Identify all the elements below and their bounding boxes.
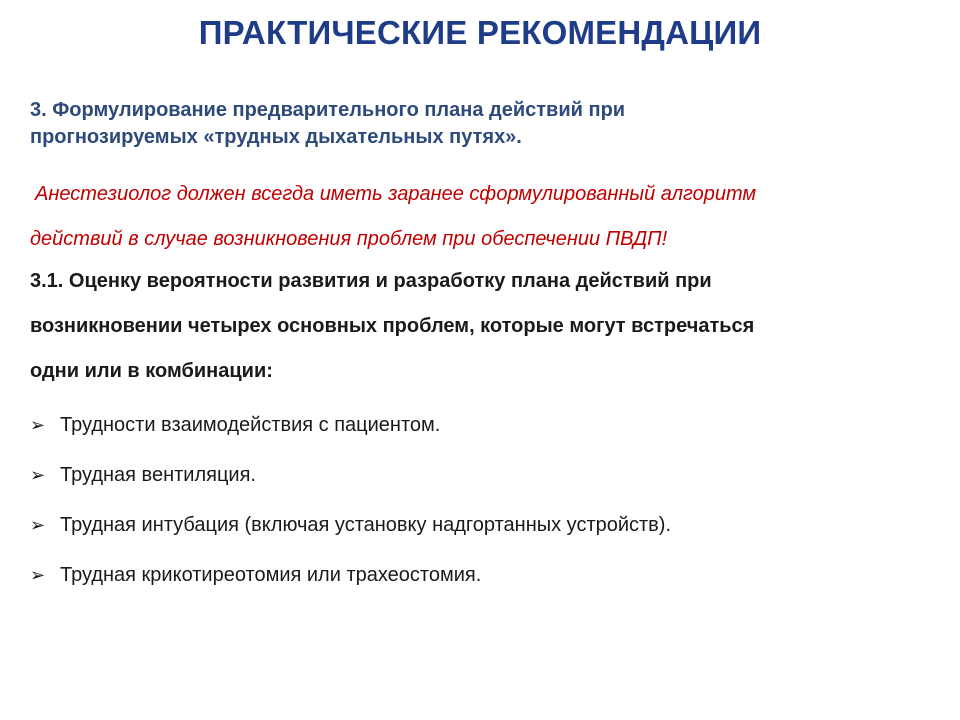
subsection-heading <box>30 259 940 394</box>
list-item <box>30 450 930 500</box>
list-item <box>30 500 930 550</box>
list-item-text: Трудная крикотиреотомия или трахеостомия. <box>60 563 482 586</box>
subsection-line: возникновении четырех основных проблем, которые могут встречаться <box>30 315 755 337</box>
arrow-bullet-icon: ➢ <box>30 564 46 585</box>
warning-line: Анестезиолог должен всегда иметь заранее сформулированный алгоритм <box>35 183 757 205</box>
slide-title: ПРАКТИЧЕСКИЕ РЕКОМЕНДАЦИИ <box>198 14 762 51</box>
warning-note <box>30 172 940 262</box>
warning-line: действий в случае возникновения проблем при обеспечении ПВДП! <box>30 228 668 250</box>
subsection-line: одни или в комбинации: <box>30 360 273 382</box>
section-heading <box>30 97 930 151</box>
arrow-bullet-icon: ➢ <box>30 414 46 435</box>
list-item-text: Трудная вентиляция. <box>60 463 256 486</box>
subsection-line: 3.1. Оценку вероятности развития и разработку плана действий при <box>30 270 712 292</box>
arrow-bullet-icon: ➢ <box>30 514 46 535</box>
problem-list <box>30 400 930 600</box>
list-item-text: Трудная интубация (включая установку надгортанных устройств). <box>60 513 672 536</box>
arrow-bullet-icon: ➢ <box>30 464 46 485</box>
list-item <box>30 550 930 600</box>
section-heading-line: 3. Формулирование предварительного плана действий при <box>30 99 626 121</box>
section-heading-line: прогнозируемых «трудных дыхательных путях». <box>30 126 522 148</box>
list-item <box>30 400 930 450</box>
list-item-text: Трудности взаимодействия с пациентом. <box>60 413 441 436</box>
